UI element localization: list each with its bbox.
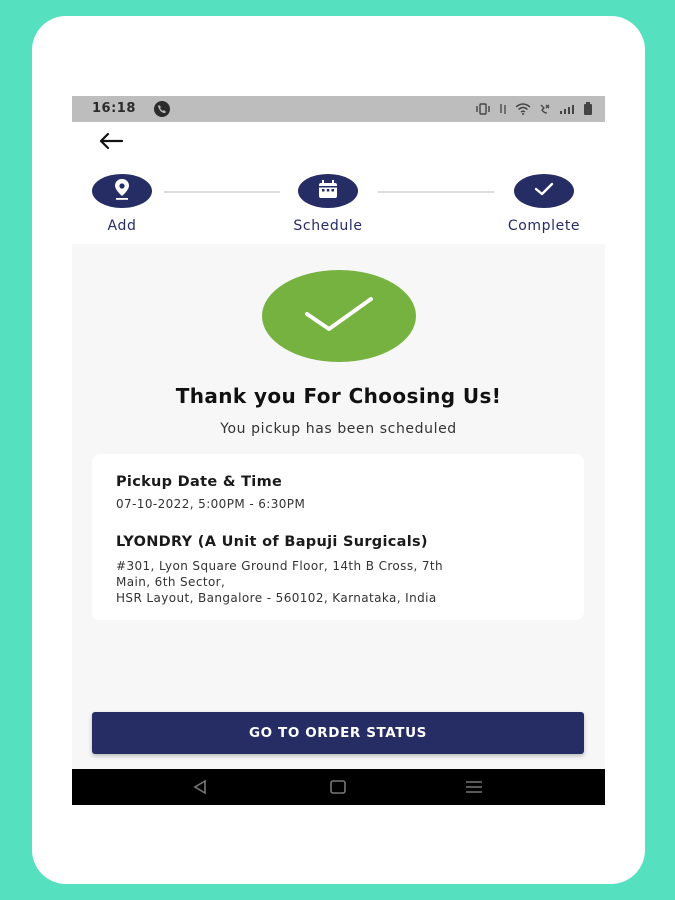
pickup-datetime: 07-10-2022, 5:00PM - 6:30PM xyxy=(116,497,306,511)
location-pin-icon xyxy=(113,178,131,204)
vibrate-icon xyxy=(475,100,491,119)
nav-home-icon[interactable] xyxy=(328,777,348,797)
calendar-icon xyxy=(317,179,339,203)
confirmation-title: Thank you For Choosing Us! xyxy=(175,384,502,408)
step-schedule xyxy=(298,174,358,208)
address-line-3: HSR Layout, Bangalore - 560102, Karnataka, India xyxy=(116,591,437,605)
status-time: 16:18 xyxy=(92,101,136,116)
battery-icon xyxy=(583,100,593,119)
nav-back-icon[interactable] xyxy=(190,777,210,797)
back-arrow-icon[interactable] xyxy=(96,126,126,156)
data-arrows-icon xyxy=(499,100,507,119)
step-add xyxy=(92,174,152,208)
step-connector xyxy=(378,191,494,193)
success-check-icon xyxy=(301,294,377,338)
confirmation-content xyxy=(72,244,605,769)
wifi-icon xyxy=(515,100,531,119)
signal-icon xyxy=(559,100,575,119)
progress-stepper xyxy=(72,164,605,244)
address-line-1: #301, Lyon Square Ground Floor, 14th B Cross, 7th xyxy=(116,559,444,573)
system-icons xyxy=(475,102,593,116)
address-line-2: Main, 6th Sector, xyxy=(116,575,226,589)
android-nav-bar xyxy=(72,769,605,805)
step-label-add: Add xyxy=(107,218,137,234)
pickup-heading: Pickup Date & Time xyxy=(116,474,283,490)
phone-screen xyxy=(72,96,605,805)
go-to-order-status-button[interactable]: GO TO ORDER STATUS xyxy=(92,712,584,754)
pickup-details-card xyxy=(92,454,584,620)
checkmark-icon xyxy=(533,181,555,201)
status-bar xyxy=(72,96,605,122)
step-label-complete: Complete xyxy=(507,218,581,234)
step-complete xyxy=(514,174,574,208)
call-icon xyxy=(154,101,170,117)
step-label-schedule: Schedule xyxy=(293,218,363,234)
confirmation-subtitle: You pickup has been scheduled xyxy=(220,421,457,437)
store-name: LYONDRY (A Unit of Bapuji Surgicals) xyxy=(116,534,428,550)
top-bar xyxy=(72,122,605,164)
call-signal-icon xyxy=(539,100,551,119)
success-badge xyxy=(262,270,416,362)
step-connector xyxy=(164,191,280,193)
nav-menu-icon[interactable] xyxy=(464,777,484,797)
